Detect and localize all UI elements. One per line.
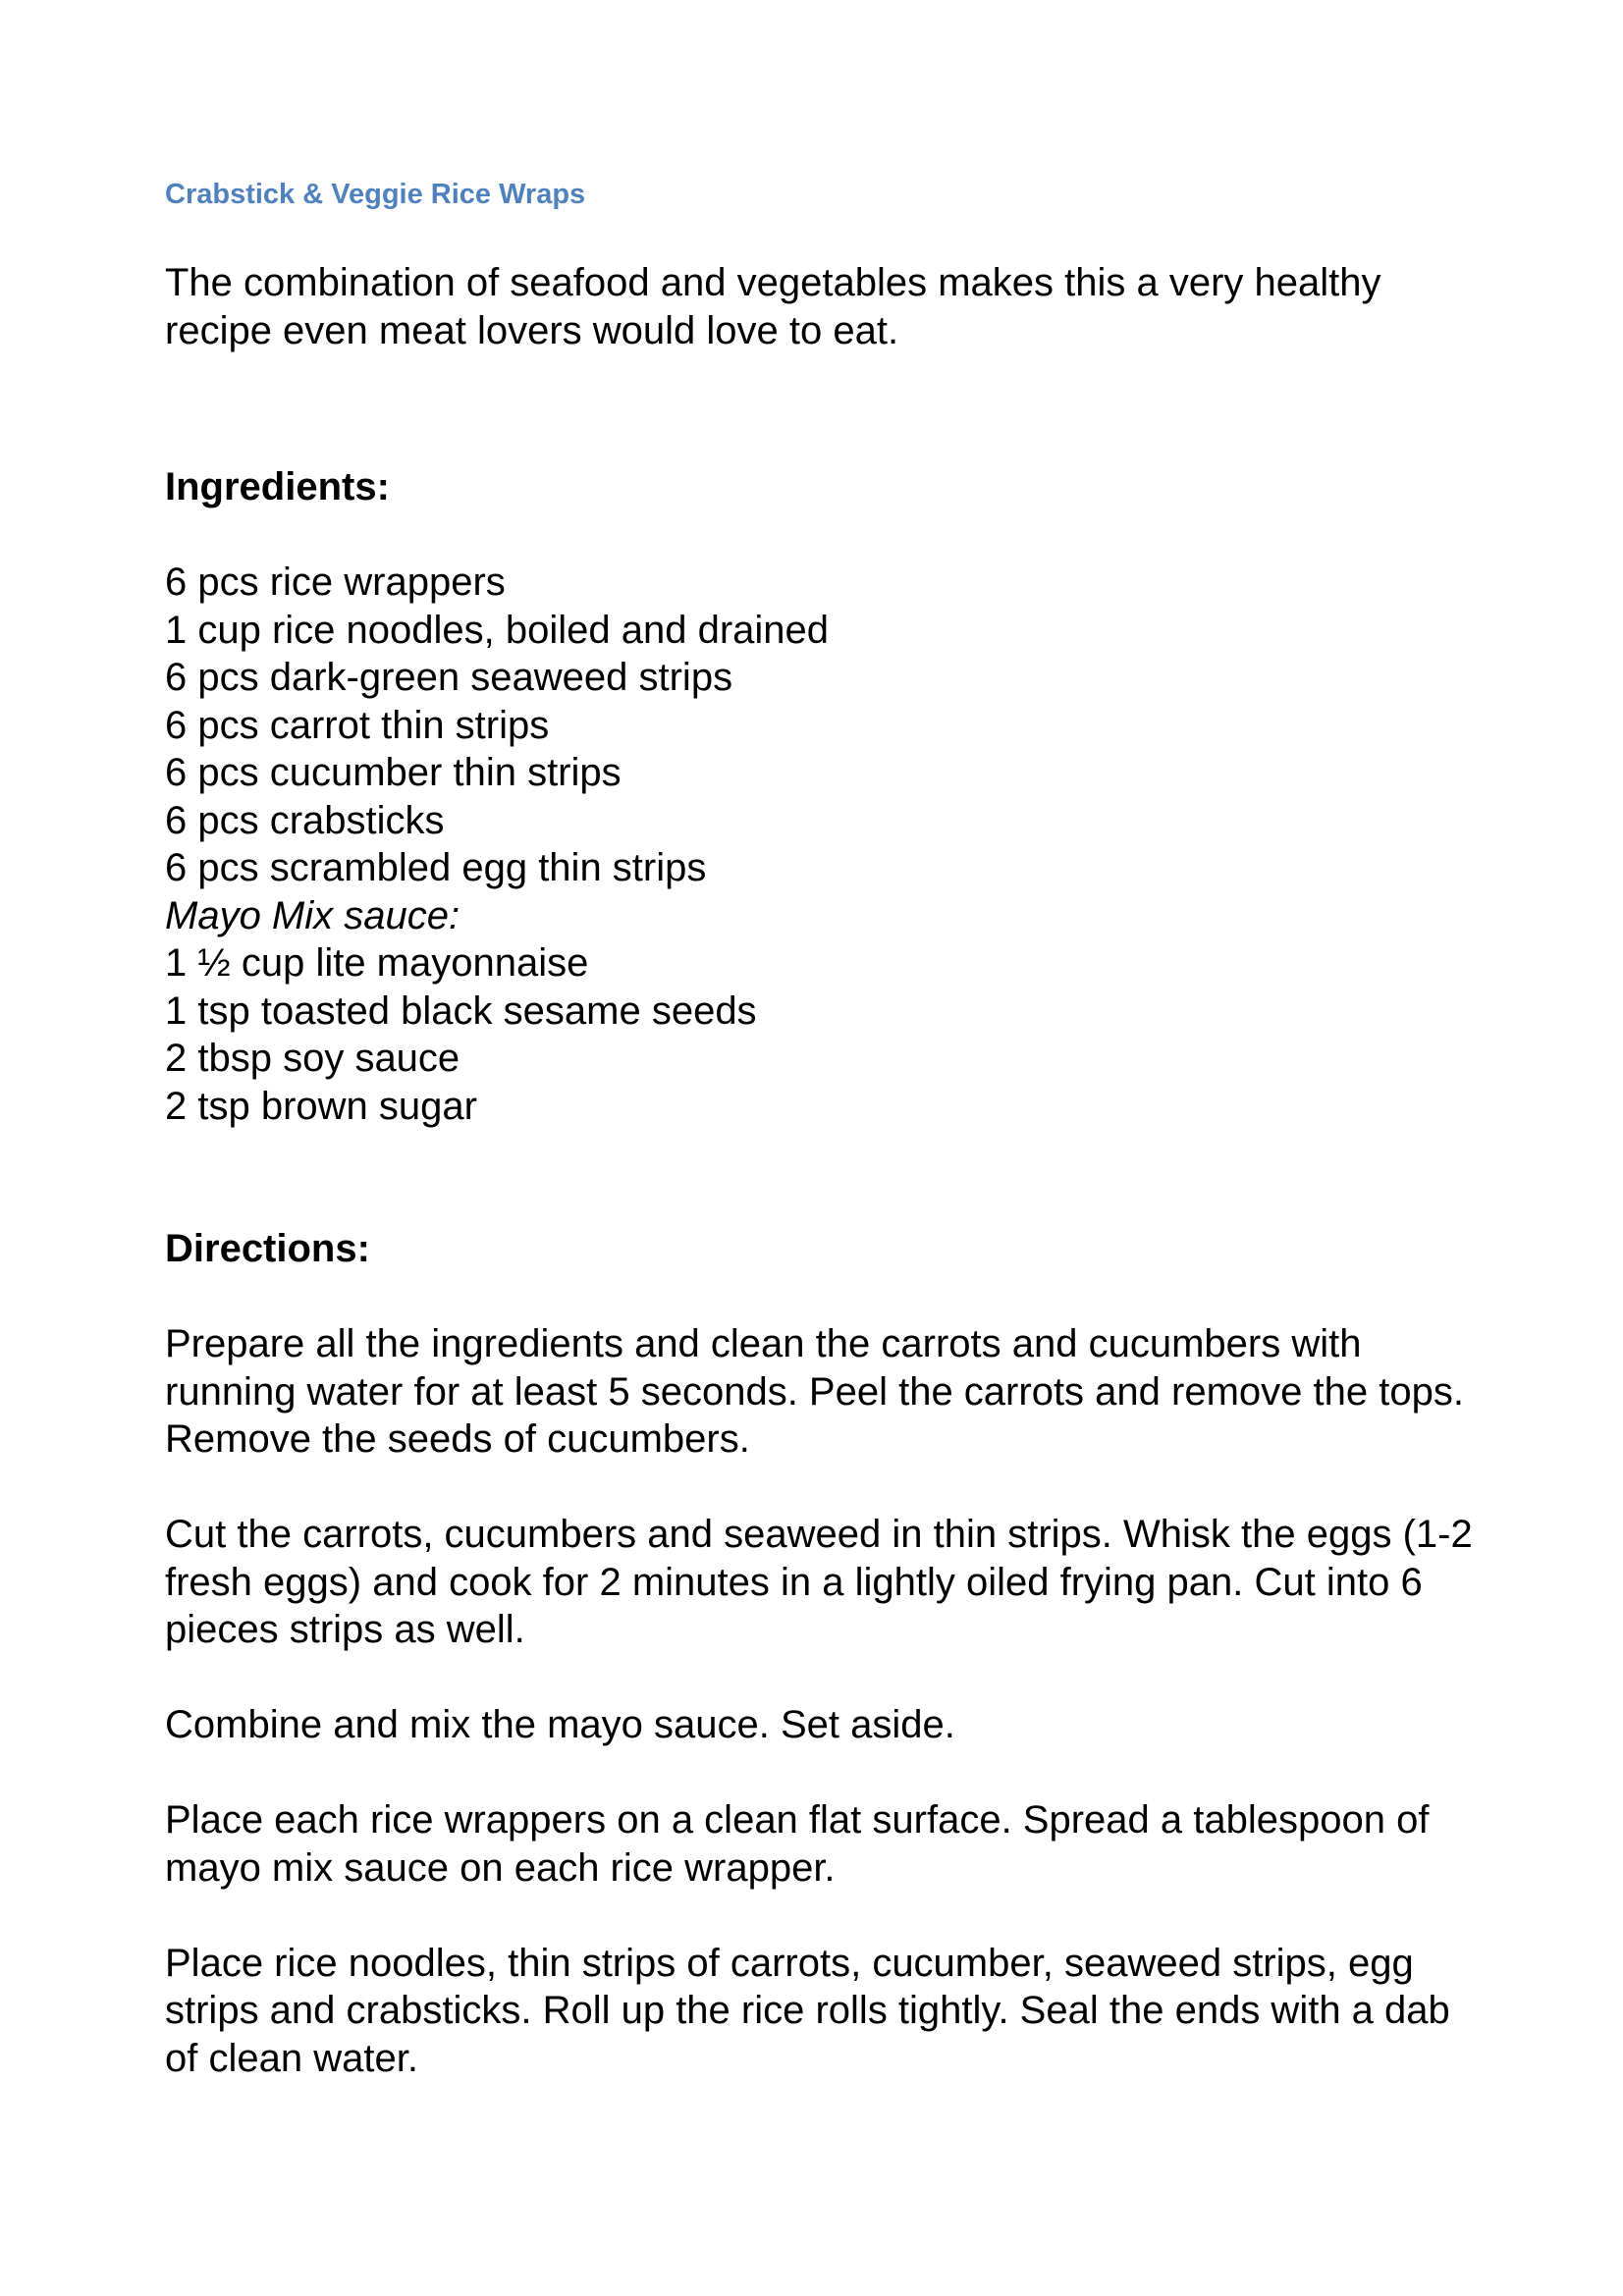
direction-step: Place rice noodles, thin strips of carrots, cucumber, seaweed strips, egg strips and crabsticks. Roll up the rice rolls tightly. Seal the ends with a dab of clean water.	[165, 1941, 1450, 2080]
recipe-document	[165, 175, 1481, 2130]
direction-step: Cut the carrots, cucumbers and seaweed in thin strips. Whisk the eggs (1-2 fresh eggs) and cook for 2 minutes in a lightly oiled frying pan. Cut into 6 pieces strips as well.	[165, 1513, 1473, 1651]
direction-step: Prepare all the ingredients and clean the carrots and cucumbers with running water for at least 5 seconds. Peel the carrots and remove the tops. Remove the seeds of cucumbers.	[165, 1322, 1464, 1461]
ingredient-item: 6 pcs crabsticks	[165, 798, 445, 842]
direction-step: Place each rice wrappers on a clean flat surface. Spread a tablespoon of mayo mix sauce on each rice wrapper.	[165, 1798, 1430, 1890]
directions-list	[165, 1320, 1481, 2082]
ingredient-item: 1 cup rice noodles, boiled and drained	[165, 608, 830, 652]
directions-heading: Directions:	[165, 1227, 370, 1270]
ingredients-heading: Ingredients:	[165, 465, 390, 508]
ingredient-item: 6 pcs scrambled egg thin strips	[165, 846, 707, 889]
recipe-intro: The combination of seafood and vegetables makes this a very healthy recipe even meat lovers would love to eat.	[165, 261, 1381, 352]
ingredient-item: 6 pcs rice wrappers	[165, 561, 506, 604]
ingredient-item: 2 tsp brown sugar	[165, 1084, 477, 1128]
sauce-subheading: Mayo Mix sauce:	[165, 893, 460, 937]
ingredients-list	[165, 559, 1481, 1130]
recipe-title: Crabstick & Veggie Rice Wraps	[165, 179, 586, 210]
ingredient-item: 1 tsp toasted black sesame seeds	[165, 988, 757, 1033]
direction-step: Combine and mix the mayo sauce. Set aside.	[165, 1703, 955, 1746]
ingredient-item: 6 pcs cucumber thin strips	[165, 751, 622, 794]
ingredient-item: 1 ½ cup lite mayonnaise	[165, 941, 589, 985]
ingredient-item: 2 tbsp soy sauce	[165, 1037, 460, 1080]
ingredient-item: 6 pcs carrot thin strips	[165, 703, 550, 747]
ingredient-item: 6 pcs dark-green seaweed strips	[165, 656, 733, 699]
